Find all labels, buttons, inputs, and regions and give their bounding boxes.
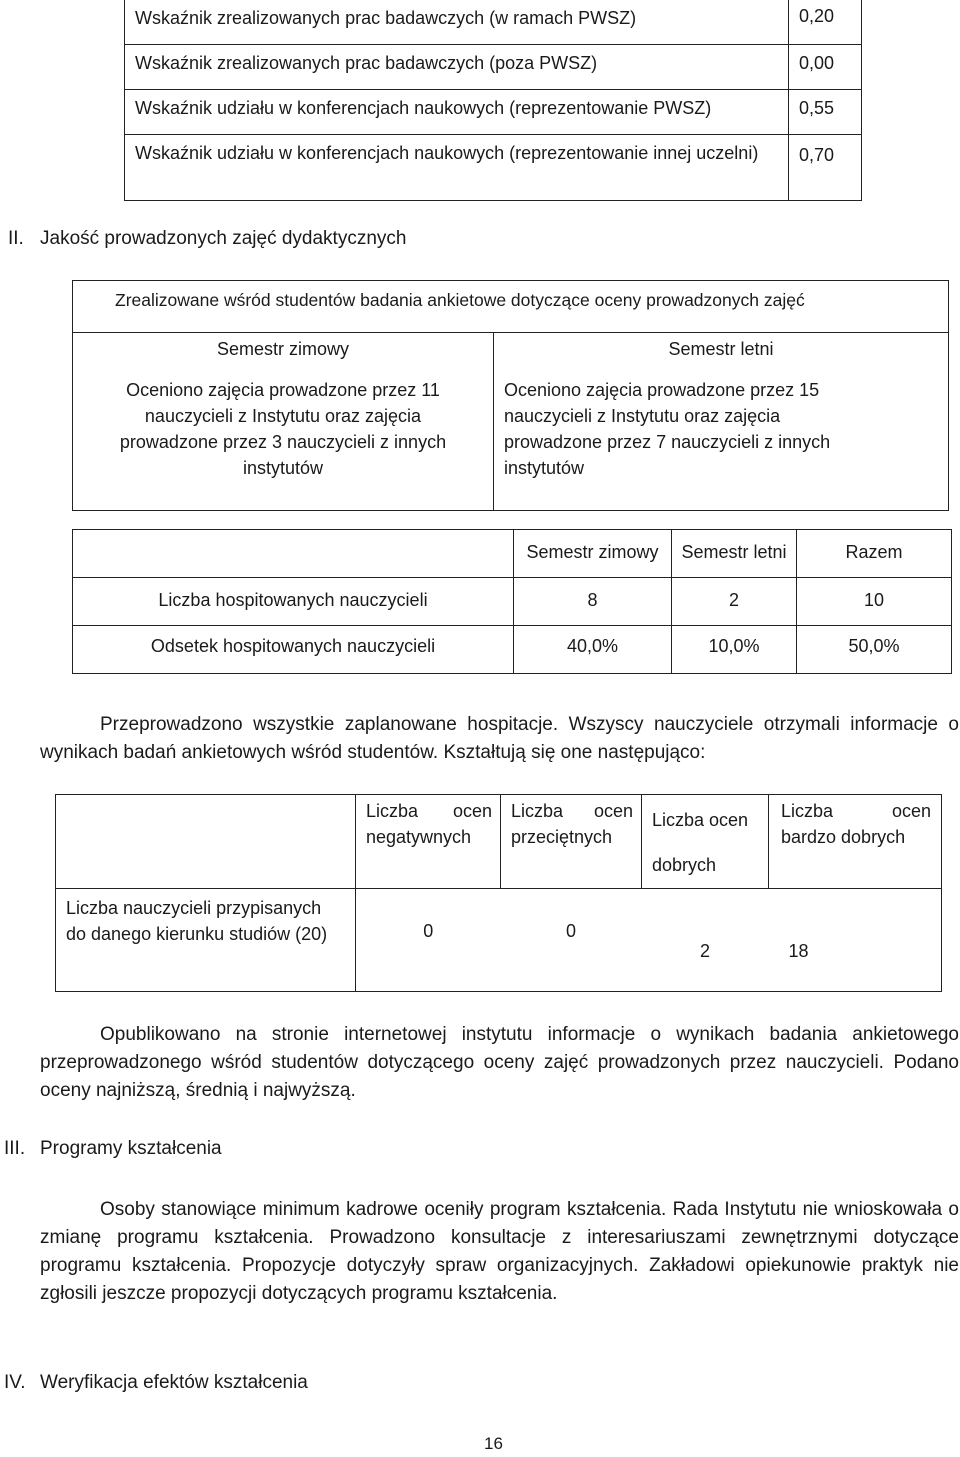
table-row xyxy=(73,626,952,674)
summer-text: Oceniono zajęcia prowadzone przez 15 nauczycieli z Instytutu oraz zajęcia prowadzone przez 7 nauczycieli z innych instytutów xyxy=(494,373,949,511)
cell-value: 8 xyxy=(514,578,672,626)
paragraph-programs: Osoby stanowiące minimum kadrowe oceniły program kształcenia. Rada Instytutu nie wnioskowała o zmianę programu kształcenia. Prowadzono konsultacje z interesariuszami zewnętrznymi dotyczące programu kształcenia. Propozycje dotyczyły spraw organizacyjnych. Zakładowi opiekunowie praktyk nie zgłosili jeszcze propozycji dotyczących programu kształcenia. xyxy=(40,1199,959,1304)
row-label: Liczba hospitowanych nauczycieli xyxy=(73,578,514,626)
cell-value: 0 xyxy=(356,889,501,992)
cell-value: 40,0% xyxy=(514,626,672,674)
table-row xyxy=(125,134,862,200)
column-header: Liczba ocen przeciętnych xyxy=(501,795,642,889)
empty-cell xyxy=(56,795,356,889)
summer-label: Semestr letni xyxy=(494,333,949,373)
indicator-value: 0,70 xyxy=(789,134,862,200)
column-header: Semestr zimowy xyxy=(514,530,672,578)
section-title: Weryfikacja efektów kształcenia xyxy=(40,1372,308,1393)
cell-value: 10 xyxy=(797,578,952,626)
column-header: Liczba ocen dobrych xyxy=(642,795,769,889)
table-row xyxy=(73,281,949,333)
cell-value: 18 xyxy=(769,889,942,992)
survey-header: Zrealizowane wśród studentów badania ankietowe dotyczące oceny prowadzonych zajęć xyxy=(73,281,949,333)
survey-table xyxy=(72,280,949,511)
winter-label: Semestr zimowy xyxy=(73,333,494,373)
table-row xyxy=(73,333,949,373)
table-row xyxy=(73,578,952,626)
section-title: Programy kształcenia xyxy=(40,1138,222,1159)
section-title: Jakość prowadzonych zajęć dydaktycznych xyxy=(40,228,407,249)
hospitation-table xyxy=(72,529,952,674)
indicator-value: 0,00 xyxy=(789,44,862,89)
indicator-table xyxy=(124,0,862,201)
row-label: Liczba nauczycieli przypisanych do danego kierunku studiów (20) xyxy=(56,889,356,992)
row-label: Odsetek hospitowanych nauczycieli xyxy=(73,626,514,674)
indicator-label: Wskaźnik zrealizowanych prac badawczych (poza PWSZ) xyxy=(125,44,789,89)
table-row xyxy=(125,89,862,134)
column-header: Liczba ocen negatywnych xyxy=(356,795,501,889)
paragraph-publication: Opublikowano na stronie internetowej instytutu informacje o wynikach badania ankietowego przeprowadzonego wśród studentów dotyczącego oceny zajęć prowadzonych przez nauczycieli. Podano oceny najniższą, średnią i najwyższą. xyxy=(40,1024,959,1101)
table-row xyxy=(125,0,862,44)
indicator-label: Wskaźnik zrealizowanych prac badawczych (w ramach PWSZ) xyxy=(125,0,789,44)
column-header: Razem xyxy=(797,530,952,578)
indicator-label: Wskaźnik udziału w konferencjach naukowych (reprezentowanie innej uczelni) xyxy=(125,134,789,200)
table-row xyxy=(73,373,949,511)
section-number: III. xyxy=(4,1138,26,1159)
section-number: IV. xyxy=(4,1372,26,1393)
grades-table xyxy=(55,794,942,992)
table-row xyxy=(56,889,942,992)
table-row xyxy=(125,44,862,89)
indicator-value: 0,55 xyxy=(789,89,862,134)
table-row xyxy=(73,530,952,578)
cell-value: 0 xyxy=(501,889,642,992)
table-row xyxy=(56,795,942,889)
empty-cell xyxy=(73,530,514,578)
section-number: II. xyxy=(8,228,24,249)
indicator-value: 0,20 xyxy=(789,0,862,44)
cell-value: 50,0% xyxy=(797,626,952,674)
cell-value: 2 xyxy=(642,889,769,992)
paragraph-hospitation: Przeprowadzono wszystkie zaplanowane hospitacje. Wszyscy nauczyciele otrzymali informacje o wynikach badań ankietowych wśród studentów. Kształtują się one następująco: xyxy=(40,714,959,763)
winter-text: Oceniono zajęcia prowadzone przez 11 nauczycieli z Instytutu oraz zajęcia prowadzone przez 3 nauczycieli z innych instytutów xyxy=(73,373,494,511)
column-header: Semestr letni xyxy=(672,530,797,578)
cell-value: 10,0% xyxy=(672,626,797,674)
page-number: 16 xyxy=(484,1434,503,1453)
column-header: Liczba ocen bardzo dobrych xyxy=(769,795,942,889)
cell-value: 2 xyxy=(672,578,797,626)
indicator-label: Wskaźnik udziału w konferencjach naukowych (reprezentowanie PWSZ) xyxy=(125,89,789,134)
